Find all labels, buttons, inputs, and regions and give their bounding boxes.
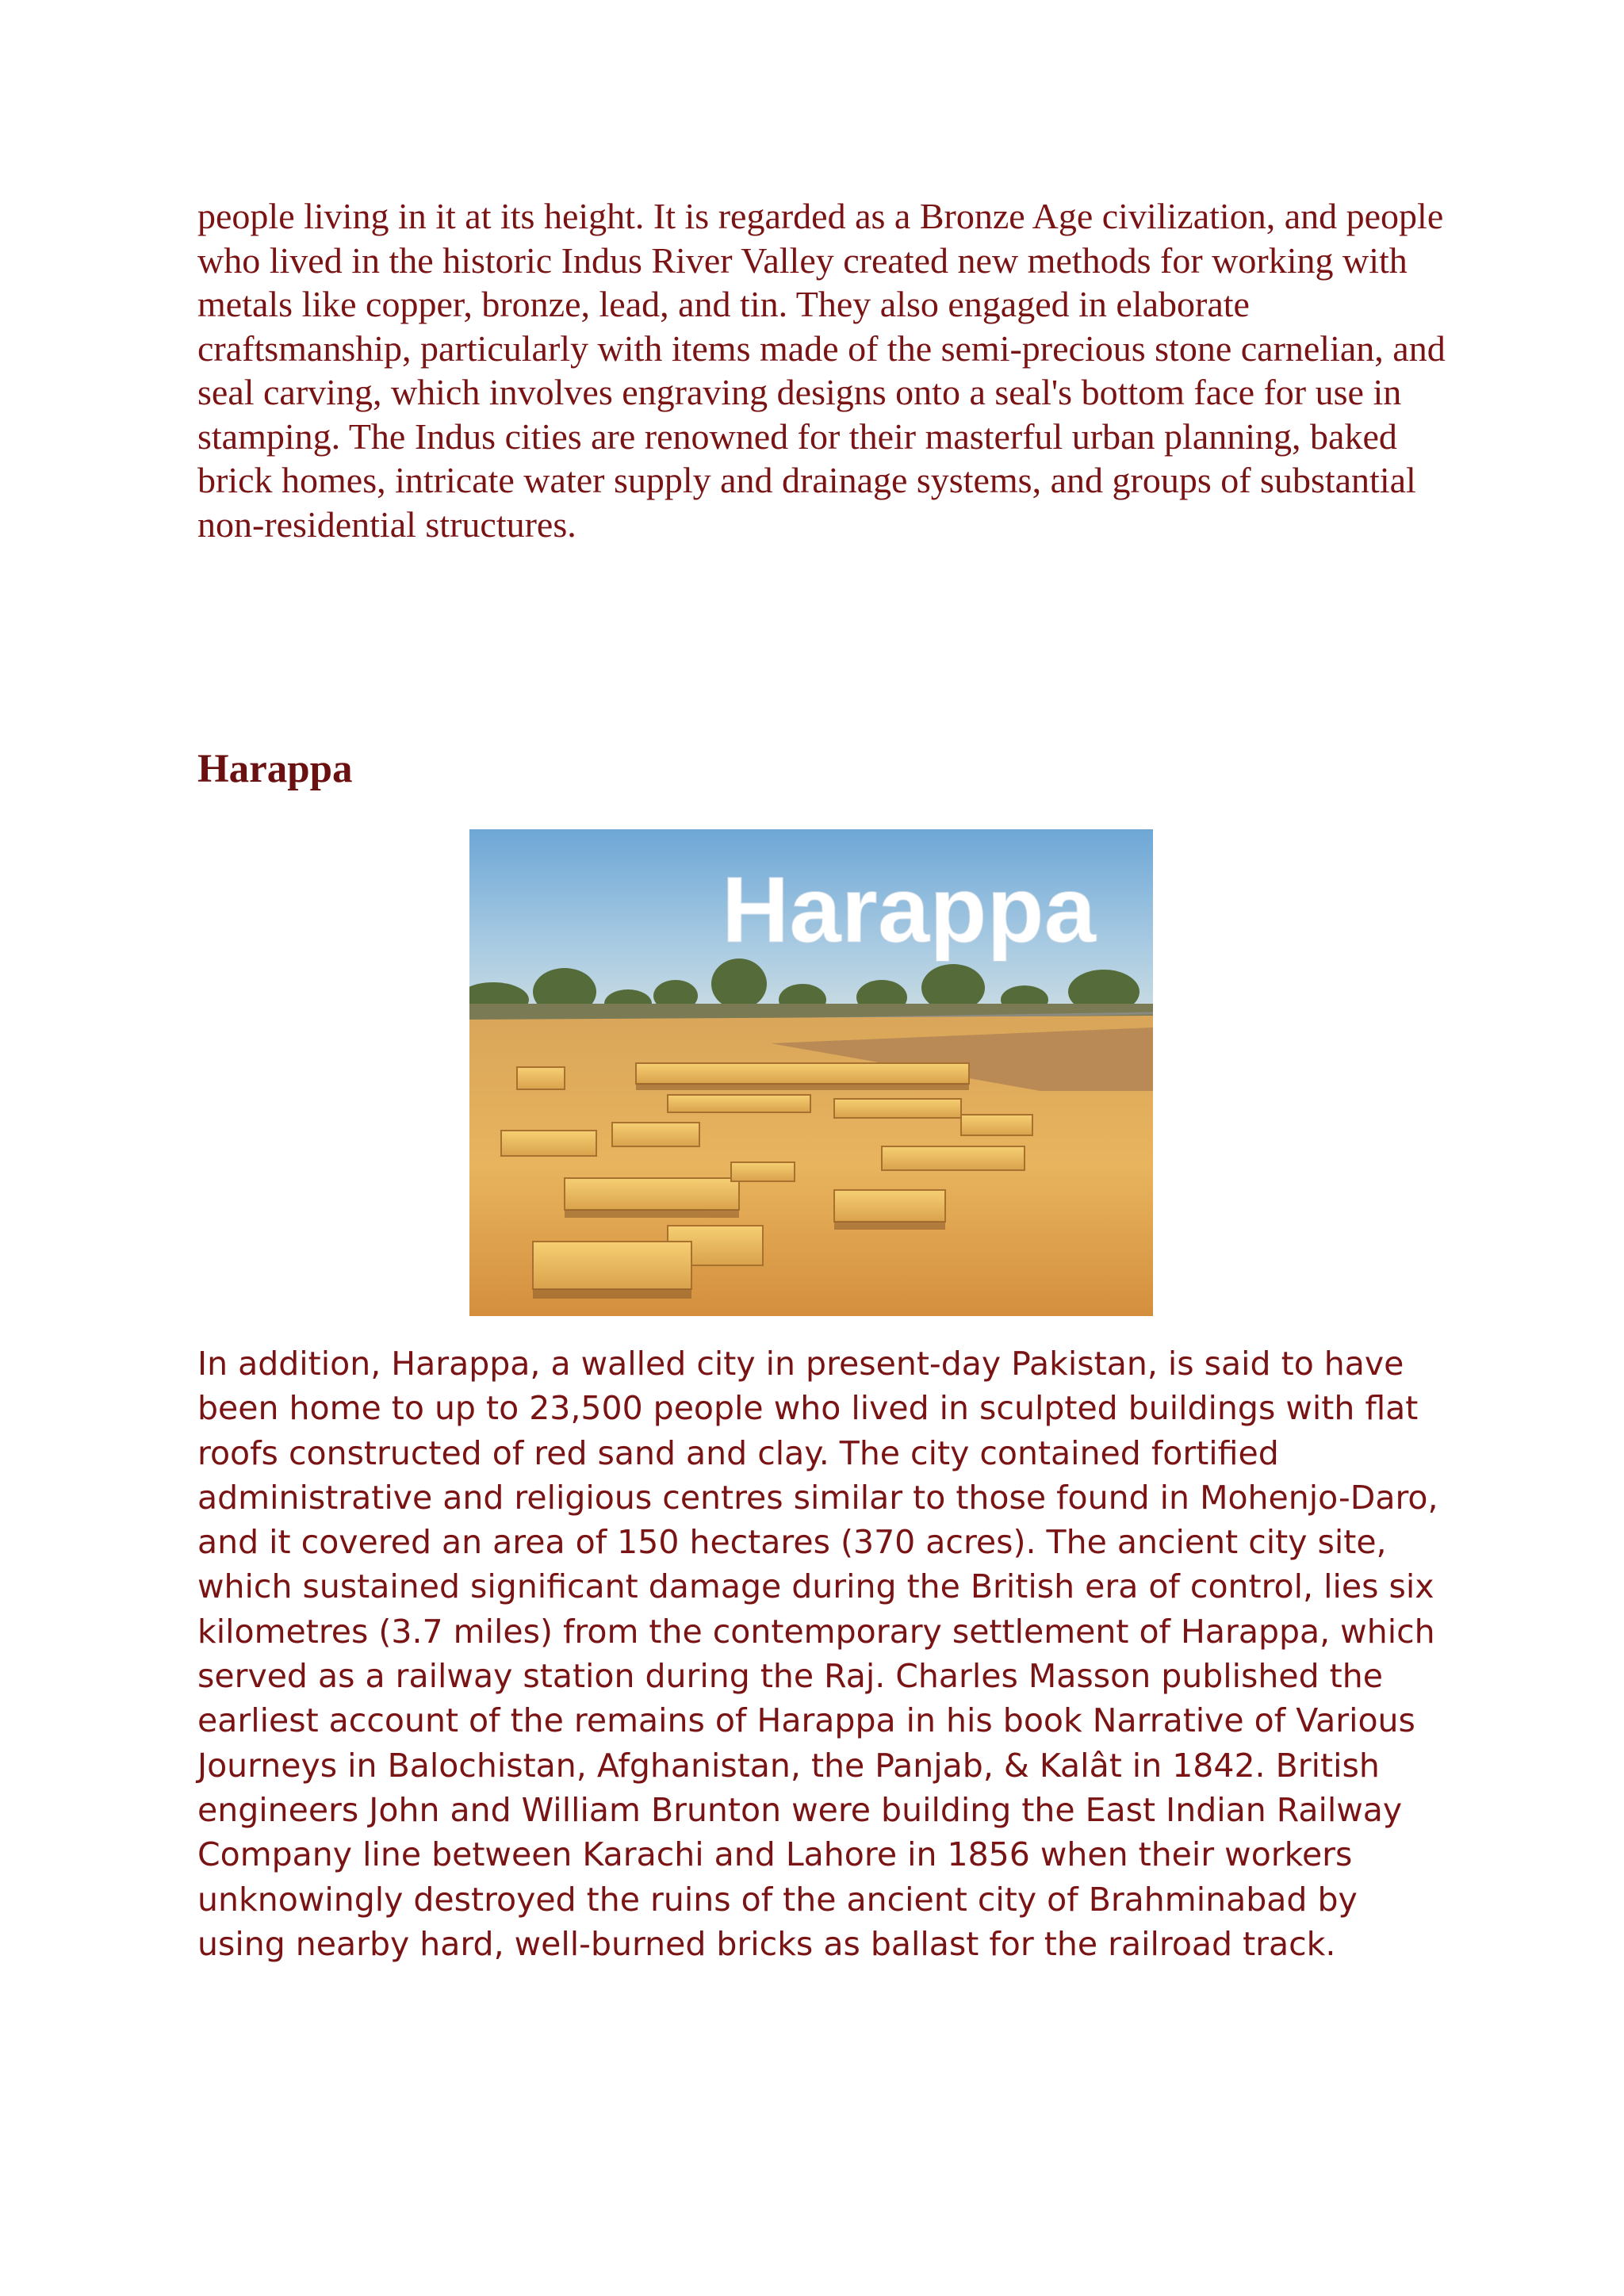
intro-paragraph: people living in it at its height. It is regarded as a Bronze Age civilization, and people who lived in the historic Indus River Valley created new methods for working with metals like copper, bronze, lead, and tin. They also engaged in elaborate craftsmanship, particularly with items made of the semi-precious stone carnelian, and seal carving, which involves engraving designs onto a seal's bottom face for use in stamping. The Indus cities are renowned for their masterful urban planning, baked brick homes, intricate water supply and drainage systems, and groups of substantial non-residential structures. xyxy=(197,196,1446,545)
section-paragraph: In addition, Harappa, a walled city in present-day Pakistan, is said to have been home to up to 23,500 people who lived in sculpted buildings with flat roofs constructed of red sand and clay. The city contained fortified administrative and religious centres similar to those found in Mohenjo-Daro, and it covered an area of 150 hectares (370 acres). The ancient city site, which sustained significant damage during the British era of control, lies six kilometres (3.7 miles) from the contemporary settlement of Harappa, which served as a railway station during the Raj. Charles Masson published the earliest account of the remains of Harappa in his book Narrative of Various Journeys in Balochistan, Afghanistan, the Panjab, & Kalât in 1842. British engineers John and William Brunton were building the East Indian Railway Company line between Karachi and Lahore in 1856 when their workers unknowingly destroyed the ruins of the ancient city of Brahminabad by using nearby hard, well-burned bricks as ballast for the railroad track. xyxy=(197,1345,1438,1963)
harappa-photo xyxy=(469,829,1153,1316)
photo-overlay-title: Harappa xyxy=(722,858,1097,962)
section-heading: Harappa xyxy=(197,747,353,791)
